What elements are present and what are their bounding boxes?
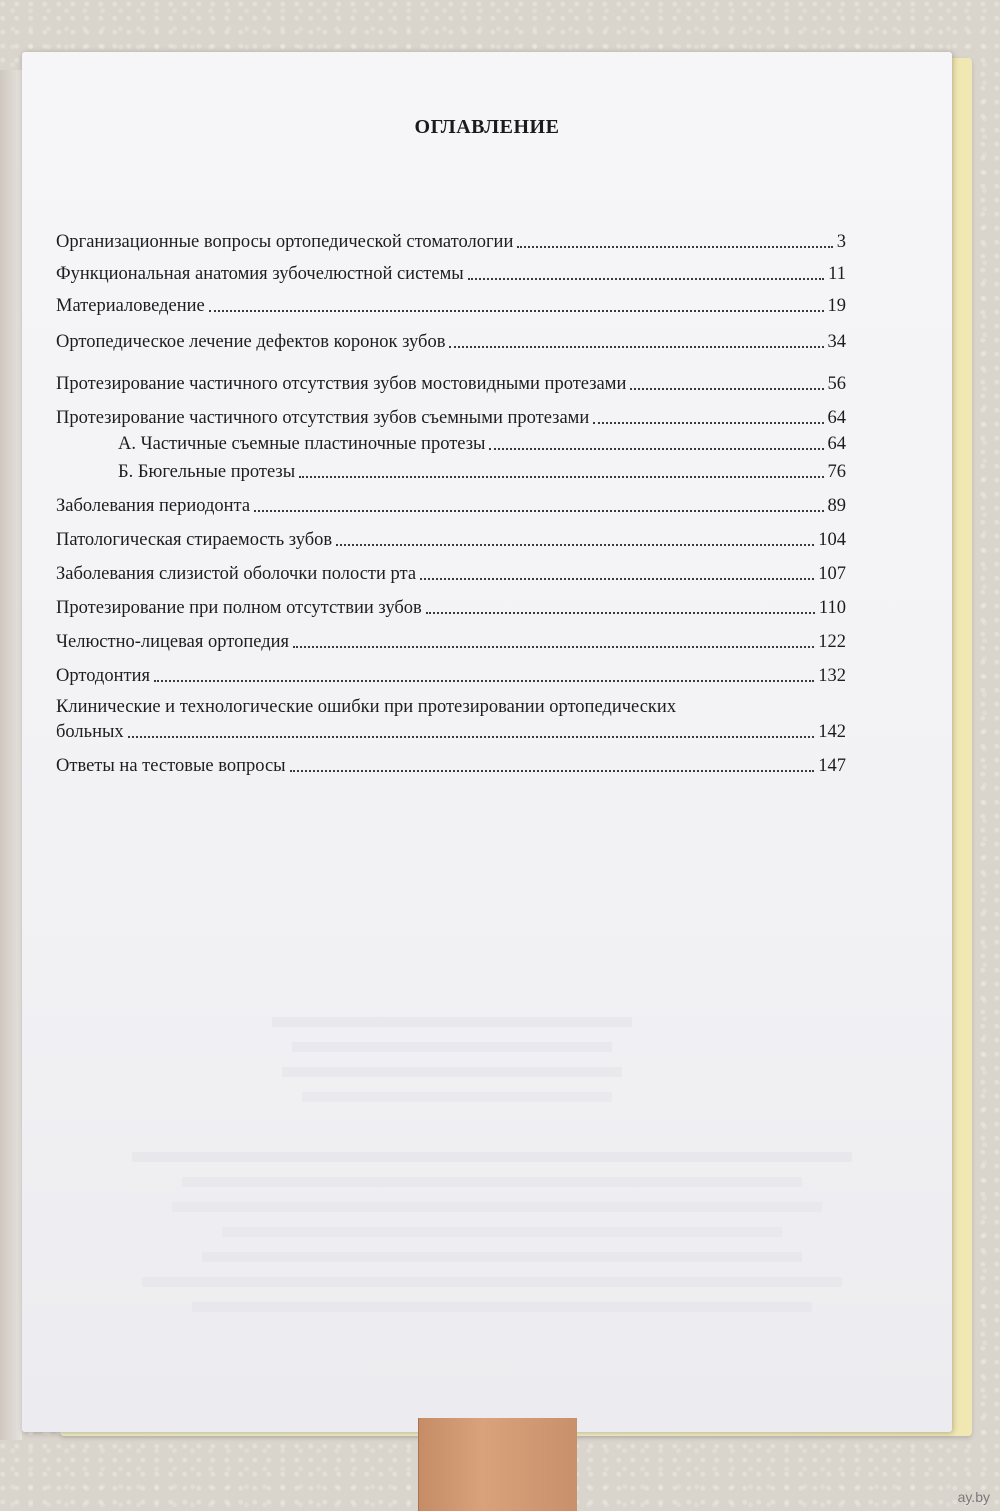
toc-entry-page: 107	[818, 564, 846, 584]
toc-entry-title: Ответы на тестовые вопросы	[56, 756, 286, 776]
toc-entry-title: Организационные вопросы ортопедической стоматологии	[56, 232, 514, 252]
toc-entry-title: Протезирование частичного отсутствия зубов мостовидными протезами	[56, 374, 627, 394]
toc-leader-dots	[468, 278, 824, 280]
toc-leader-dots	[336, 544, 814, 546]
toc-leader-dots	[489, 448, 823, 450]
toc-entry-page: 3	[836, 232, 846, 252]
toc-entry	[56, 663, 846, 687]
toc-leader-dots	[449, 346, 823, 348]
document-page	[22, 52, 952, 1432]
toc-entry-title: А. Частичные съемные пластиночные протезы	[118, 434, 486, 454]
toc-entry-title: Заболевания слизистой оболочки полости рта	[56, 564, 417, 584]
toc-entry-title: Протезирование при полном отсутствии зубов	[56, 598, 422, 618]
toc-entry	[56, 753, 846, 777]
toc-entry-page: 19	[827, 296, 846, 316]
toc-leader-dots	[290, 770, 815, 772]
toc-entry-title: Протезирование частичного отсутствия зубов съемными протезами	[56, 408, 590, 428]
toc-entry-page: 147	[818, 756, 846, 776]
toc-entry-page: 89	[827, 496, 846, 516]
toc-entry-title-line1: Клинические и технологические ошибки при протезировании ортопедических	[56, 697, 677, 717]
toc-entry-title: Патологическая стираемость зубов	[56, 530, 333, 550]
toc-leader-dots	[517, 246, 832, 248]
watermark: ay.by	[957, 1489, 990, 1505]
toc-leader-dots	[593, 422, 823, 424]
toc-entry-title: Материаловедение	[56, 296, 205, 316]
toc-entry-title: Заболевания периодонта	[56, 496, 251, 516]
toc-entry	[56, 595, 846, 619]
toc-entry-title: Ортодонтия	[56, 666, 150, 686]
toc-entry	[56, 229, 846, 253]
toc-entry-title: Б. Бюгельные протезы	[118, 462, 296, 482]
toc-entry-page: 132	[818, 666, 846, 686]
toc-entry	[56, 493, 846, 517]
toc-entry-title: Ортопедическое лечение дефектов коронок зубов	[56, 332, 446, 352]
toc-entry-page: 64	[827, 434, 846, 454]
toc-leader-dots	[293, 646, 814, 648]
book-cover-edge	[0, 70, 22, 1440]
toc-entry	[56, 405, 846, 429]
toc-entry-title-line2: больных	[56, 722, 124, 742]
page-title: ОГЛАВЛЕНИЕ	[414, 116, 560, 138]
toc-entry-page: 76	[827, 462, 846, 482]
toc-leader-dots	[420, 578, 814, 580]
toc-subentry	[118, 431, 846, 455]
toc-entry	[56, 629, 846, 653]
toc-entry-page: 142	[818, 722, 846, 742]
toc-entry	[56, 293, 846, 317]
toc-entry-page: 64	[827, 408, 846, 428]
toc-leader-dots	[426, 612, 815, 614]
toc-entry	[56, 527, 846, 551]
toc-entry	[56, 371, 846, 395]
toc-leader-dots	[209, 310, 824, 312]
toc-leader-dots	[630, 388, 823, 390]
toc-entry	[56, 261, 846, 285]
toc-entry-page: 11	[828, 264, 846, 284]
toc-leader-dots	[128, 736, 815, 738]
toc-entry-page: 110	[818, 598, 846, 618]
toc-entry	[56, 719, 846, 743]
toc-leader-dots	[299, 476, 823, 478]
toc-subentry	[118, 459, 846, 483]
toc-entry-page: 56	[827, 374, 846, 394]
toc-entry-page: 104	[818, 530, 846, 550]
toc-entry	[56, 561, 846, 585]
toc-leader-dots	[254, 510, 823, 512]
wooden-stick	[418, 1418, 577, 1511]
toc-entry	[56, 329, 846, 353]
toc-entry-page: 122	[818, 632, 846, 652]
toc-entry-title: Челюстно-лицевая ортопедия	[56, 632, 290, 652]
toc-entry-title: Функциональная анатомия зубочелюстной системы	[56, 264, 464, 284]
toc-entry-page: 34	[827, 332, 846, 352]
toc-leader-dots	[154, 680, 814, 682]
